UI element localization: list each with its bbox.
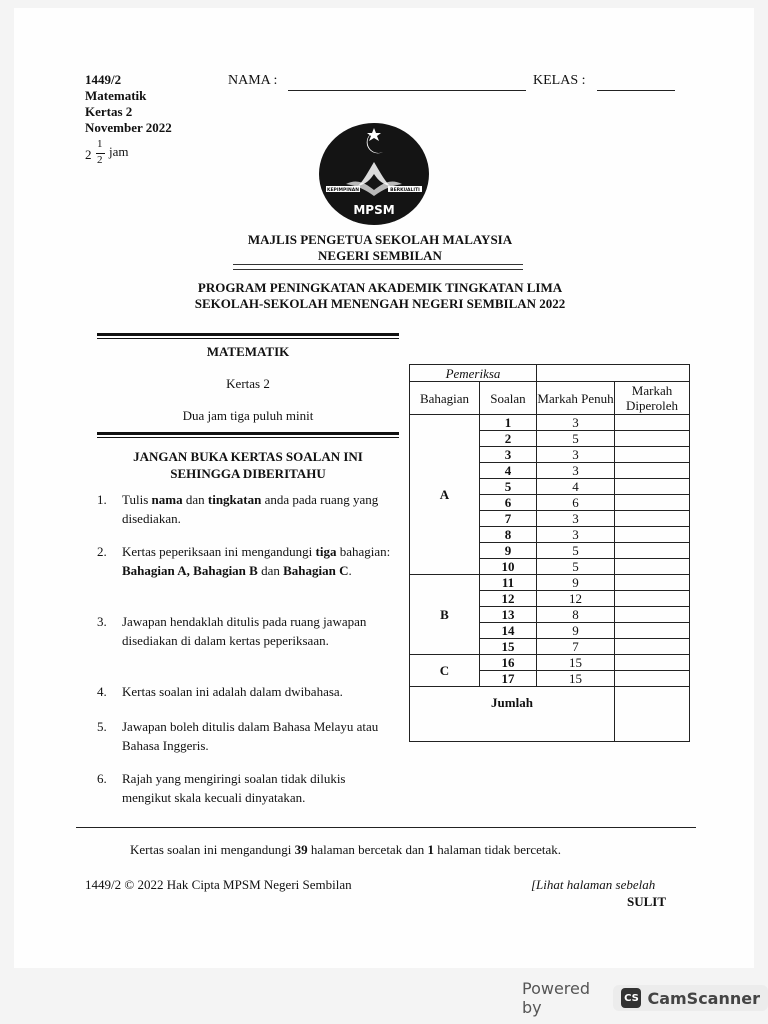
question-number: 8	[480, 527, 537, 543]
question-number: 13	[480, 607, 537, 623]
camscanner-brand: CamScanner	[647, 988, 760, 1008]
question-number: 16	[480, 655, 537, 671]
logo-text-right: BERKUALITI	[390, 188, 420, 193]
rule	[97, 338, 399, 339]
paper-date: November 2022	[85, 120, 172, 135]
question-column-header: Soalan	[480, 382, 537, 415]
logo-abbr: MPSM	[353, 203, 395, 217]
rule	[97, 432, 399, 435]
obtained-marks-cell[interactable]	[615, 527, 690, 543]
question-number: 17	[480, 671, 537, 687]
rule	[97, 437, 399, 438]
org-line-2: NEGERI SEMBILAN	[318, 248, 442, 263]
class-label: KELAS :	[533, 73, 586, 88]
name-label: NAMA :	[228, 73, 278, 88]
instruction-text: Rajah yang mengiringi soalan tidak dilukis mengikut skala kecuali dinyatakan.	[122, 771, 346, 805]
blank-pages: 1	[427, 842, 434, 857]
total-label: Jumlah	[410, 687, 615, 742]
program-title-2: SEKOLAH-SEKOLAH MENENGAH NEGERI SEMBILAN 2022	[194, 296, 566, 311]
full-marks: 8	[537, 607, 615, 623]
full-marks: 9	[537, 575, 615, 591]
full-marks-header: Markah Penuh	[537, 382, 615, 415]
instruction-item	[97, 717, 397, 755]
full-marks: 6	[537, 495, 615, 511]
marks-table	[409, 364, 690, 742]
obtained-marks-cell[interactable]	[615, 415, 690, 431]
name-field[interactable]	[288, 90, 526, 91]
section-label: B	[410, 575, 480, 655]
warning	[97, 448, 399, 482]
instruction-item	[97, 490, 397, 528]
paper-code: 1449/2	[85, 72, 122, 87]
turn-page-note: [Lihat halaman sebelah	[531, 877, 656, 892]
obtained-marks-cell[interactable]	[615, 495, 690, 511]
section-column-header: Bahagian	[410, 382, 480, 415]
question-number: 11	[480, 575, 537, 591]
printed-pages: 39	[294, 842, 308, 857]
section-label: A	[410, 415, 480, 575]
full-marks: 5	[537, 543, 615, 559]
table-row	[410, 575, 690, 591]
obtained-marks-cell[interactable]	[615, 591, 690, 607]
full-marks: 5	[537, 431, 615, 447]
obtained-marks-cell[interactable]	[615, 575, 690, 591]
paper-title: Kertas 2	[226, 376, 270, 391]
full-marks: 3	[537, 511, 615, 527]
question-number: 2	[480, 431, 537, 447]
full-marks: 3	[537, 527, 615, 543]
instruction-item	[97, 542, 397, 580]
full-marks: 15	[537, 655, 615, 671]
duration-numerator: 1	[97, 138, 103, 150]
rule	[97, 333, 399, 336]
obtained-marks-cell[interactable]	[615, 655, 690, 671]
obtained-marks-cell[interactable]	[615, 543, 690, 559]
obtained-marks-header: Markah Diperoleh	[615, 382, 690, 415]
confidential-label: SULIT	[627, 894, 667, 909]
full-marks: 15	[537, 671, 615, 687]
instruction-text: Kertas soalan ini adalah dalam dwibahasa.	[122, 684, 343, 699]
instruction-text: Jawapan boleh ditulis dalam Bahasa Melayu atau Bahasa Inggeris.	[122, 719, 379, 753]
full-marks: 7	[537, 639, 615, 655]
full-marks: 3	[537, 463, 615, 479]
instruction-number: 3.	[97, 614, 107, 629]
question-number: 4	[480, 463, 537, 479]
full-marks: 3	[537, 415, 615, 431]
duration-unit: jam	[109, 144, 129, 159]
paper-code-block	[85, 72, 172, 136]
camscanner-icon: CS	[621, 988, 641, 1008]
instruction-number: 6.	[97, 771, 107, 786]
page-count-note: Kertas soalan ini mengandungi 39 halaman bercetak dan 1 halaman tidak bercetak.	[130, 842, 562, 857]
instruction-number: 5.	[97, 719, 107, 734]
obtained-marks-cell[interactable]	[615, 431, 690, 447]
double-divider	[233, 264, 523, 270]
total-marks-cell[interactable]	[615, 687, 690, 742]
duration-whole: 2	[85, 147, 92, 162]
class-field[interactable]	[597, 90, 675, 91]
instruction-item	[97, 682, 397, 701]
footer-rule	[76, 827, 696, 828]
instruction-item	[97, 612, 397, 650]
full-marks: 12	[537, 591, 615, 607]
section-label: C	[410, 655, 480, 687]
mpsm-logo-icon	[318, 122, 430, 226]
obtained-marks-cell[interactable]	[615, 639, 690, 655]
paper-number: Kertas 2	[85, 104, 133, 119]
instruction-item	[97, 769, 397, 807]
warning-line-1: JANGAN BUKA KERTAS SOALAN INI	[133, 449, 363, 464]
instruction-number: 2.	[97, 544, 107, 559]
full-marks: 4	[537, 479, 615, 495]
obtained-marks-cell[interactable]	[615, 607, 690, 623]
obtained-marks-cell[interactable]	[615, 559, 690, 575]
question-number: 14	[480, 623, 537, 639]
instruction-number: 1.	[97, 492, 107, 507]
question-number: 15	[480, 639, 537, 655]
instruction-number: 4.	[97, 684, 107, 699]
camscanner-logo	[613, 985, 768, 1011]
obtained-marks-cell[interactable]	[615, 623, 690, 639]
org-line-1: MAJLIS PENGETUA SEKOLAH MALAYSIA	[247, 232, 513, 247]
instruction-text: Tulis nama dan tingkatan anda pada ruang yang disediakan.	[122, 492, 379, 526]
obtained-marks-cell[interactable]	[615, 447, 690, 463]
table-row	[410, 415, 690, 431]
question-number: 9	[480, 543, 537, 559]
question-number: 12	[480, 591, 537, 607]
instruction-text: Jawapan hendaklah ditulis pada ruang jawapan disediakan di dalam kertas peperiksaan.	[122, 614, 367, 648]
logo-text-left: KEPIMPINAN	[327, 188, 359, 193]
duration-text: Dua jam tiga puluh minit	[182, 408, 314, 423]
obtained-marks-cell[interactable]	[615, 511, 690, 527]
paper-subject: Matematik	[85, 88, 147, 103]
question-number: 10	[480, 559, 537, 575]
program-title-1: PROGRAM PENINGKATAN AKADEMIK TINGKATAN LIMA	[197, 280, 563, 295]
full-marks: 5	[537, 559, 615, 575]
subject-title: MATEMATIK	[206, 344, 290, 359]
powered-by-text: Powered by	[522, 979, 591, 1017]
question-number: 5	[480, 479, 537, 495]
table-row	[410, 655, 690, 671]
question-number: 1	[480, 415, 537, 431]
full-marks: 9	[537, 623, 615, 639]
examiner-header: Pemeriksa	[410, 365, 537, 382]
warning-line-2: SEHINGGA DIBERITAHU	[170, 466, 326, 481]
obtained-marks-cell[interactable]	[615, 479, 690, 495]
copyright: 1449/2 © 2022 Hak Cipta MPSM Negeri Sembilan	[85, 877, 352, 892]
instruction-text: Kertas peperiksaan ini mengandungi tiga bahagian: Bahagian A, Bahagian B dan Bahagian C.	[122, 544, 391, 578]
obtained-marks-cell[interactable]	[615, 671, 690, 687]
question-number: 6	[480, 495, 537, 511]
duration-denominator: 2	[97, 154, 103, 166]
full-marks: 3	[537, 447, 615, 463]
question-number: 7	[480, 511, 537, 527]
obtained-marks-cell[interactable]	[615, 463, 690, 479]
camscanner-watermark	[522, 979, 768, 1017]
question-number: 3	[480, 447, 537, 463]
